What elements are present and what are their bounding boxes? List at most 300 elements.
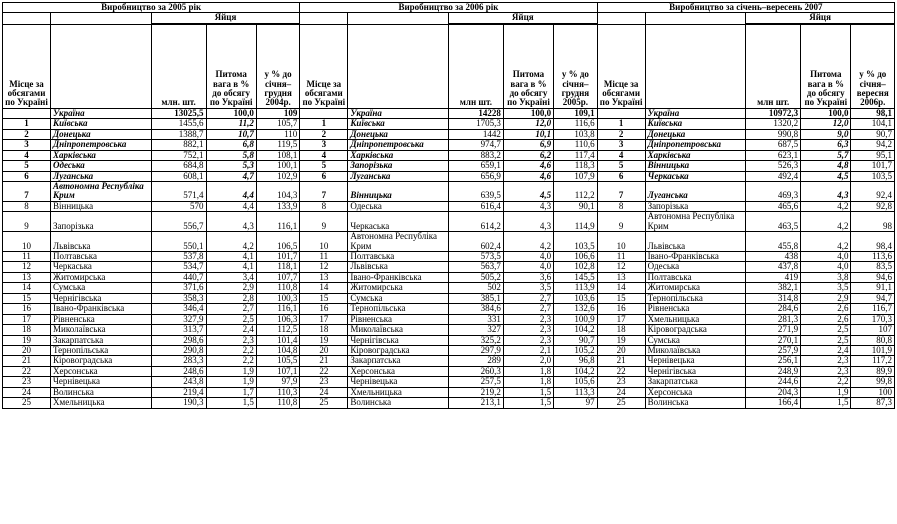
total-pct-2005: 109 [256, 108, 299, 118]
cell-mln: 243,8 [151, 377, 206, 387]
cell-share: 3,8 [801, 272, 851, 282]
cell-rank: 14 [597, 283, 645, 293]
table-row [3, 356, 895, 366]
cell-region: Рівненська [645, 304, 746, 314]
cell-mln: 346,4 [151, 304, 206, 314]
cell-rank: 7 [300, 181, 348, 201]
cell-pct: 118,3 [554, 161, 597, 171]
cell-mln: 248,6 [151, 366, 206, 376]
cell-share: 2,3 [206, 335, 256, 345]
production-table [2, 2, 895, 409]
cell-share: 2,3 [801, 356, 851, 366]
cell-rank: 12 [300, 262, 348, 272]
cell-share: 2,2 [206, 356, 256, 366]
header-share-2007: Питома вага в % до обсягу по Україні [801, 24, 851, 108]
cell-mln: 550,1 [151, 232, 206, 252]
cell-pct: 114,9 [554, 212, 597, 232]
cell-share: 1,8 [503, 366, 553, 376]
header-share-2005: Питома вага в % до обсягу по Україні [206, 24, 256, 108]
cell-rank: 2 [3, 129, 51, 139]
cell-rank: 22 [3, 366, 51, 376]
cell-rank: 1 [3, 119, 51, 129]
cell-pct: 92,8 [851, 201, 895, 211]
cell-share: 4,0 [801, 262, 851, 272]
cell-mln: 1388,7 [151, 129, 206, 139]
cell-rank: 7 [3, 181, 51, 201]
cell-mln: 526,3 [746, 161, 801, 171]
cell-mln: 281,3 [746, 314, 801, 324]
cell-pct: 83,5 [851, 262, 895, 272]
total-rank-2005 [3, 108, 51, 118]
cell-rank: 12 [597, 262, 645, 272]
total-pct-2007: 98,1 [851, 108, 895, 118]
cell-mln: 290,8 [151, 345, 206, 355]
cell-rank: 20 [300, 345, 348, 355]
header-pct-2006: у % до січня–грудня 2005р. [554, 24, 597, 108]
cell-region: Хмельницька [348, 387, 449, 397]
table-row [3, 212, 895, 232]
eggs-label-2005: Яйця [151, 13, 300, 23]
cell-mln: 639,5 [448, 181, 503, 201]
table-row [3, 201, 895, 211]
cell-region: Полтавська [348, 252, 449, 262]
table-row [3, 181, 895, 201]
table-row [3, 377, 895, 387]
cell-region: Київська [51, 119, 152, 129]
cell-mln: 371,6 [151, 283, 206, 293]
table-row [3, 283, 895, 293]
cell-mln: 623,1 [746, 150, 801, 160]
cell-mln: 257,5 [448, 377, 503, 387]
cell-region: Дніпропетровська [348, 140, 449, 150]
cell-mln: 463,5 [746, 212, 801, 232]
cell-rank: 13 [597, 272, 645, 282]
cell-pct: 99,8 [851, 377, 895, 387]
cell-share: 2,5 [801, 335, 851, 345]
table-row [3, 304, 895, 314]
cell-pct: 112,5 [256, 325, 299, 335]
cell-region: Запорізька [51, 212, 152, 232]
spacer-place-2007 [597, 13, 645, 24]
total-mln-2005: 13025,5 [151, 108, 206, 118]
cell-region: Одеська [348, 201, 449, 211]
total-mln-2006: 14228 [448, 108, 503, 118]
cell-pct: 94,7 [851, 293, 895, 303]
cell-share: 4,3 [206, 212, 256, 232]
cell-region: Одеська [645, 262, 746, 272]
cell-rank: 21 [300, 356, 348, 366]
cell-region: Дніпропетровська [645, 140, 746, 150]
cell-region: Волинська [51, 387, 152, 397]
cell-mln: 298,6 [151, 335, 206, 345]
cell-mln: 248,9 [746, 366, 801, 376]
column-header-row [3, 24, 895, 108]
cell-region: Харківська [645, 150, 746, 160]
cell-pct: 91,1 [851, 283, 895, 293]
cell-rank: 6 [597, 171, 645, 181]
cell-pct: 116,6 [554, 119, 597, 129]
cell-rank: 18 [3, 325, 51, 335]
cell-rank: 10 [300, 232, 348, 252]
cell-mln: 534,7 [151, 262, 206, 272]
cell-mln: 219,4 [151, 387, 206, 397]
cell-rank: 1 [300, 119, 348, 129]
cell-pct: 89,9 [851, 366, 895, 376]
cell-pct: 102,9 [256, 171, 299, 181]
cell-rank: 24 [300, 387, 348, 397]
cell-share: 12,0 [801, 119, 851, 129]
cell-share: 3,5 [503, 283, 553, 293]
cell-share: 2,5 [206, 314, 256, 324]
cell-pct: 116,7 [851, 304, 895, 314]
eggs-title-row [3, 13, 895, 23]
cell-share: 4,5 [503, 181, 553, 201]
cell-pct: 100,1 [256, 161, 299, 171]
cell-pct: 94,6 [851, 272, 895, 282]
cell-pct: 101,4 [256, 335, 299, 345]
cell-mln: 437,8 [746, 262, 801, 272]
cell-region: Сумська [348, 293, 449, 303]
cell-share: 1,7 [206, 387, 256, 397]
cell-rank: 13 [3, 272, 51, 282]
cell-share: 4,3 [503, 212, 553, 232]
cell-pct: 90,7 [554, 335, 597, 345]
cell-share: 4,2 [503, 232, 553, 252]
cell-mln: 314,8 [746, 293, 801, 303]
table-row [3, 272, 895, 282]
cell-mln: 573,5 [448, 252, 503, 262]
cell-share: 4,4 [206, 201, 256, 211]
cell-share: 2,4 [801, 345, 851, 355]
cell-region: Миколаївська [51, 325, 152, 335]
cell-pct: 105,2 [554, 345, 597, 355]
cell-region: Закарпатська [645, 377, 746, 387]
cell-rank: 8 [3, 201, 51, 211]
cell-share: 10,1 [503, 129, 553, 139]
cell-region: Закарпатська [348, 356, 449, 366]
cell-share: 4,1 [206, 262, 256, 272]
cell-share: 1,5 [206, 398, 256, 408]
cell-mln: 608,1 [151, 171, 206, 181]
cell-pct: 101,7 [256, 252, 299, 262]
cell-rank: 11 [597, 252, 645, 262]
table-row [3, 252, 895, 262]
cell-region: Тернопільська [51, 345, 152, 355]
cell-region: Івано-Франківська [645, 252, 746, 262]
cell-region: Житомирська [348, 283, 449, 293]
cell-rank: 23 [3, 377, 51, 387]
total-share-2007: 100,0 [801, 108, 851, 118]
cell-rank: 21 [597, 356, 645, 366]
cell-share: 2,5 [801, 325, 851, 335]
cell-pct: 117,2 [851, 356, 895, 366]
cell-rank: 25 [3, 398, 51, 408]
cell-mln: 882,1 [151, 140, 206, 150]
cell-share: 2,4 [206, 325, 256, 335]
cell-rank: 25 [300, 398, 348, 408]
cell-rank: 17 [597, 314, 645, 324]
cell-pct: 103,8 [554, 129, 597, 139]
cell-rank: 12 [3, 262, 51, 272]
cell-mln: 455,8 [746, 232, 801, 252]
cell-region: Сумська [645, 335, 746, 345]
spacer-place-2005 [3, 13, 51, 24]
cell-pct: 80,8 [851, 335, 895, 345]
header-mln-2006: млн шт. [448, 24, 503, 108]
cell-rank: 1 [597, 119, 645, 129]
cell-region: Львівська [348, 262, 449, 272]
cell-region: Полтавська [645, 272, 746, 282]
cell-region: Київська [348, 119, 449, 129]
cell-share: 5,3 [206, 161, 256, 171]
cell-mln: 1442 [448, 129, 503, 139]
cell-pct: 106,3 [256, 314, 299, 324]
cell-share: 2,7 [503, 293, 553, 303]
cell-pct: 112,2 [554, 181, 597, 201]
header-mln-2005: млн. шт. [151, 24, 206, 108]
cell-rank: 15 [3, 293, 51, 303]
total-rank-2006 [300, 108, 348, 118]
cell-pct: 104,2 [554, 325, 597, 335]
cell-share: 3,6 [503, 272, 553, 282]
eggs-label-2007: Яйця [746, 13, 895, 23]
cell-region: Вінницька [348, 181, 449, 201]
cell-rank: 3 [597, 140, 645, 150]
cell-pct: 104,2 [554, 366, 597, 376]
cell-rank: 24 [3, 387, 51, 397]
cell-pct: 105,6 [554, 377, 597, 387]
cell-share: 4,2 [801, 212, 851, 232]
header-place-2007: Місце за обсягами по Україні [597, 24, 645, 108]
cell-share: 1,5 [503, 398, 553, 408]
cell-rank: 19 [597, 335, 645, 345]
cell-region: Волинська [645, 398, 746, 408]
cell-region: Чернігівська [51, 293, 152, 303]
cell-mln: 616,4 [448, 201, 503, 211]
cell-pct: 133,9 [256, 201, 299, 211]
cell-mln: 1320,2 [746, 119, 801, 129]
cell-share: 5,8 [206, 150, 256, 160]
cell-share: 2,1 [503, 345, 553, 355]
cell-pct: 98 [851, 212, 895, 232]
cell-region: Луганська [51, 171, 152, 181]
cell-rank: 16 [3, 304, 51, 314]
header-place-2005: Місце за обсягами по Україні [3, 24, 51, 108]
cell-region: Черкаська [645, 171, 746, 181]
cell-rank: 15 [300, 293, 348, 303]
cell-rank: 2 [597, 129, 645, 139]
cell-share: 6,9 [503, 140, 553, 150]
cell-mln: 256,1 [746, 356, 801, 366]
cell-share: 2,9 [801, 293, 851, 303]
cell-region: Автономна Республіка Крим [348, 232, 449, 252]
cell-pct: 110,6 [554, 140, 597, 150]
cell-share: 2,2 [801, 377, 851, 387]
total-share-2005: 100,0 [206, 108, 256, 118]
cell-share: 1,5 [801, 398, 851, 408]
cell-rank: 19 [3, 335, 51, 345]
cell-share: 2,7 [503, 304, 553, 314]
cell-share: 2,6 [801, 304, 851, 314]
cell-region: Сумська [51, 283, 152, 293]
cell-share: 1,5 [503, 387, 553, 397]
cell-region: Донецька [51, 129, 152, 139]
cell-pct: 104,1 [851, 119, 895, 129]
cell-region: Херсонська [645, 387, 746, 397]
cell-mln: 1455,6 [151, 119, 206, 129]
cell-pct: 108,1 [256, 150, 299, 160]
cell-rank: 24 [597, 387, 645, 397]
header-region-2006 [348, 24, 449, 108]
cell-mln: 502 [448, 283, 503, 293]
cell-region: Луганська [348, 171, 449, 181]
cell-share: 4,8 [801, 161, 851, 171]
cell-mln: 213,1 [448, 398, 503, 408]
cell-region: Київська [645, 119, 746, 129]
cell-share: 1,8 [503, 377, 553, 387]
cell-region: Хмельницька [51, 398, 152, 408]
cell-pct: 116,1 [256, 212, 299, 232]
cell-mln: 505,2 [448, 272, 503, 282]
cell-region: Черкаська [51, 262, 152, 272]
cell-mln: 614,2 [448, 212, 503, 232]
cell-rank: 14 [3, 283, 51, 293]
cell-region: Чернівецька [348, 377, 449, 387]
cell-region: Харківська [348, 150, 449, 160]
table-row [3, 335, 895, 345]
cell-region: Чернігівська [348, 335, 449, 345]
table-row [3, 293, 895, 303]
cell-pct: 107,7 [256, 272, 299, 282]
cell-pct: 104,3 [256, 181, 299, 201]
table-row [3, 325, 895, 335]
spacer-place-2006 [300, 13, 348, 24]
cell-pct: 90,7 [851, 129, 895, 139]
cell-mln: 244,6 [746, 377, 801, 387]
cell-rank: 15 [597, 293, 645, 303]
cell-region: Дніпропетровська [51, 140, 152, 150]
cell-region: Рівненська [348, 314, 449, 324]
total-row [3, 108, 895, 118]
header-region-2005 [51, 24, 152, 108]
cell-mln: 687,5 [746, 140, 801, 150]
cell-mln: 440,7 [151, 272, 206, 282]
table-row [3, 150, 895, 160]
cell-mln: 325,2 [448, 335, 503, 345]
cell-rank: 23 [300, 377, 348, 387]
cell-pct: 170,3 [851, 314, 895, 324]
cell-region: Чернівецька [51, 377, 152, 387]
cell-mln: 289 [448, 356, 503, 366]
cell-pct: 106,5 [256, 232, 299, 252]
cell-mln: 327,9 [151, 314, 206, 324]
cell-region: Автономна Республіка Крим [645, 212, 746, 232]
cell-mln: 385,1 [448, 293, 503, 303]
cell-rank: 8 [300, 201, 348, 211]
cell-mln: 271,9 [746, 325, 801, 335]
cell-region: Львівська [645, 232, 746, 252]
cell-region: Кіровоградська [645, 325, 746, 335]
cell-pct: 102,8 [554, 262, 597, 272]
cell-share: 4,2 [801, 232, 851, 252]
cell-rank: 20 [3, 345, 51, 355]
cell-region: Запорізька [645, 201, 746, 211]
cell-mln: 656,9 [448, 171, 503, 181]
cell-share: 11,2 [206, 119, 256, 129]
cell-mln: 974,7 [448, 140, 503, 150]
cell-pct: 107 [851, 325, 895, 335]
cell-rank: 5 [300, 161, 348, 171]
cell-share: 4,7 [206, 171, 256, 181]
cell-mln: 190,3 [151, 398, 206, 408]
cell-rank: 4 [597, 150, 645, 160]
cell-pct: 132,6 [554, 304, 597, 314]
cell-mln: 684,8 [151, 161, 206, 171]
cell-rank: 17 [300, 314, 348, 324]
cell-pct: 95,1 [851, 150, 895, 160]
table-row [3, 232, 895, 252]
cell-pct: 105,7 [256, 119, 299, 129]
cell-region: Івано-Франківська [51, 304, 152, 314]
cell-rank: 10 [3, 232, 51, 252]
cell-rank: 18 [300, 325, 348, 335]
cell-rank: 14 [300, 283, 348, 293]
cell-pct: 94,2 [851, 140, 895, 150]
cell-mln: 331 [448, 314, 503, 324]
cell-share: 2,3 [503, 314, 553, 324]
cell-pct: 101,9 [851, 345, 895, 355]
cell-rank: 7 [597, 181, 645, 201]
header-region-2007 [645, 24, 746, 108]
cell-region: Черкаська [348, 212, 449, 232]
cell-region: Рівненська [51, 314, 152, 324]
spacer-region-2007 [645, 13, 746, 24]
cell-rank: 23 [597, 377, 645, 387]
cell-rank: 11 [300, 252, 348, 262]
cell-pct: 106,6 [554, 252, 597, 262]
cell-region: Кіровоградська [348, 345, 449, 355]
cell-region: Львівська [51, 232, 152, 252]
cell-region: Харківська [51, 150, 152, 160]
cell-mln: 438 [746, 252, 801, 262]
cell-mln: 219,2 [448, 387, 503, 397]
cell-rank: 9 [597, 212, 645, 232]
spacer-region-2006 [348, 13, 449, 24]
cell-region: Хмельницька [645, 314, 746, 324]
cell-share: 5,7 [801, 150, 851, 160]
cell-pct: 101,7 [851, 161, 895, 171]
cell-mln: 166,4 [746, 398, 801, 408]
cell-region: Херсонська [348, 366, 449, 376]
table-row [3, 161, 895, 171]
cell-mln: 537,8 [151, 252, 206, 262]
cell-mln: 492,4 [746, 171, 801, 181]
cell-share: 3,5 [801, 283, 851, 293]
cell-share: 6,8 [206, 140, 256, 150]
cell-mln: 659,1 [448, 161, 503, 171]
cell-region: Тернопільська [348, 304, 449, 314]
cell-region: Донецька [645, 129, 746, 139]
cell-rank: 25 [597, 398, 645, 408]
cell-share: 2,6 [801, 314, 851, 324]
cell-region: Кіровоградська [51, 356, 152, 366]
cell-pct: 117,4 [554, 150, 597, 160]
cell-rank: 17 [3, 314, 51, 324]
cell-pct: 113,3 [554, 387, 597, 397]
cell-pct: 119,5 [256, 140, 299, 150]
cell-region: Луганська [645, 181, 746, 201]
cell-share: 4,0 [801, 252, 851, 262]
